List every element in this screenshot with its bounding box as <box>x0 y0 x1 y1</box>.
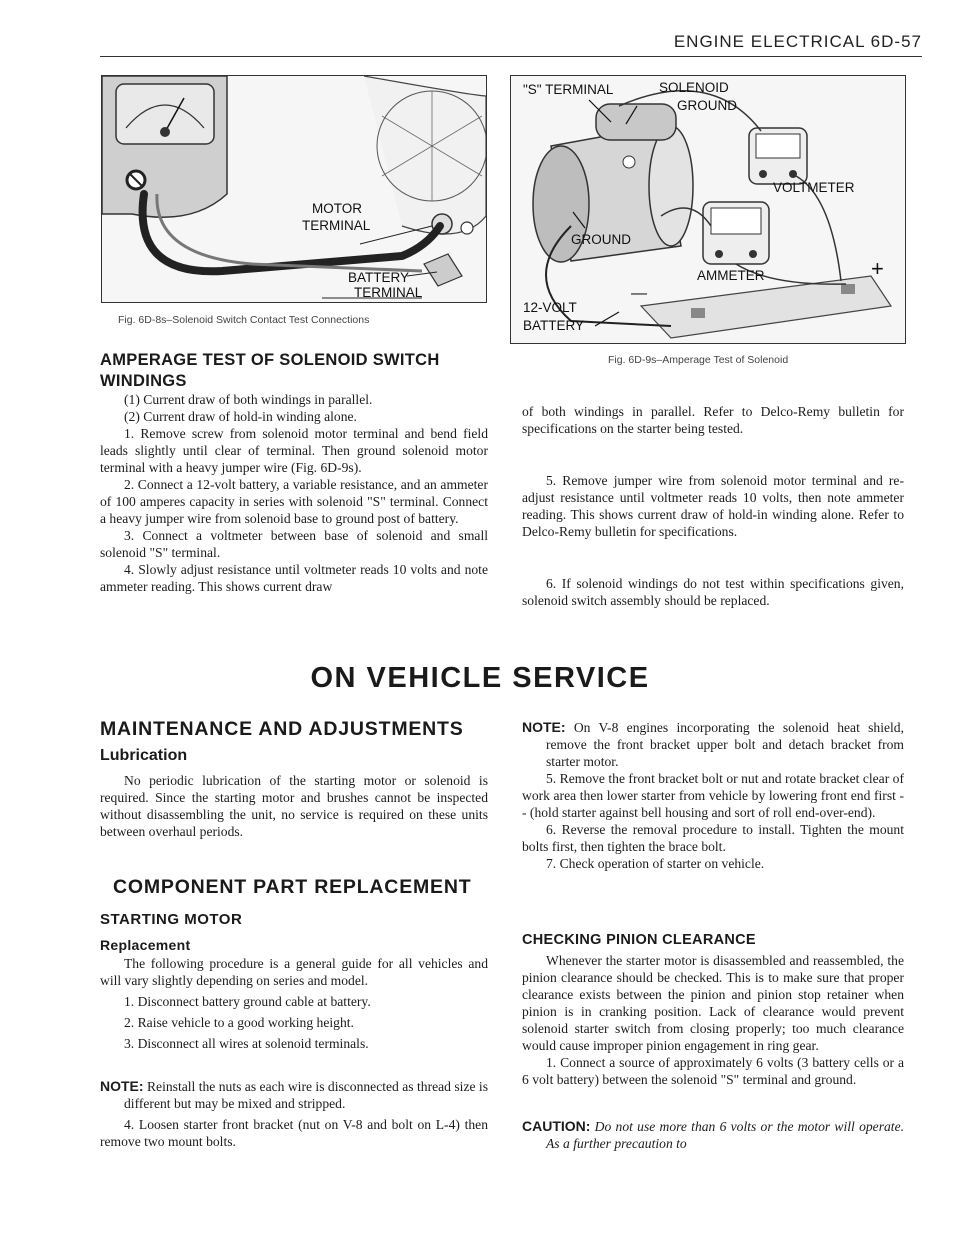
on-vehicle-service-banner: ON VEHICLE SERVICE <box>310 662 650 694</box>
figure-solenoid-contact-test <box>101 75 487 303</box>
right-top-column <box>522 403 904 609</box>
maintenance-heading: MAINTENANCE AND ADJUSTMENTS <box>100 718 464 740</box>
figure-1-caption: Fig. 6D-8s–Solenoid Switch Contact Test Connections <box>118 314 370 326</box>
note-paragraph <box>522 719 904 770</box>
paragraph: (1) Current draw of both windings in parallel. <box>124 392 373 407</box>
step-item: 6. Reverse the removal procedure to install. Tighten the mount bolts first, then tighten the brace bolt. <box>522 822 904 854</box>
figure-1-illustration <box>102 76 486 302</box>
replacement-intro: The following procedure is a general guide for all vehicles and will vary slightly depending on series and model. <box>100 956 488 988</box>
figure-2-caption: Fig. 6D-9s–Amperage Test of Solenoid <box>608 354 789 366</box>
paragraph: of both windings in parallel. Refer to Delco-Remy bulletin for specifications on the starter being tested. <box>522 404 904 436</box>
fig2-label-12-volt: 12-VOLT <box>523 300 577 315</box>
paragraph: (2) Current draw of hold-in winding alone. <box>124 409 357 424</box>
caution-label: CAUTION: <box>522 1118 591 1134</box>
paragraph: 3. Connect a voltmeter between base of solenoid and small solenoid "S" terminal. <box>100 528 488 560</box>
fig2-label-minus: — <box>631 285 647 302</box>
fig2-label-s-terminal: "S" TERMINAL <box>523 82 614 97</box>
note-text: Reinstall the nuts as each wire is disconnected as thread size is different but may be mixed and stripped. <box>124 1079 488 1111</box>
header-title: ENGINE ELECTRICAL 6D-57 <box>673 32 922 51</box>
fig1-label-battery-terminal: TERMINAL <box>354 285 423 300</box>
header-rule <box>100 56 922 57</box>
step-item: 3. Disconnect all wires at solenoid terminals. <box>124 1036 369 1051</box>
replacement-text-block <box>100 955 488 1150</box>
paragraph: 5. Remove jumper wire from solenoid motor terminal and re-adjust resistance until voltmeter reads 10 volts, then note ammeter reading. This shows current draw of hold-in winding alone. Refer to Delco-Remy bulletin for specifications. <box>522 473 904 539</box>
fig2-label-battery: BATTERY <box>523 318 585 333</box>
paragraph: 6. If solenoid windings do not test within specifications given, solenoid switch assembly should be replaced. <box>522 576 904 608</box>
amperage-test-heading: AMPERAGE TEST OF SOLENOID SWITCH WINDINGS <box>100 351 440 390</box>
note-label: NOTE: <box>100 1078 144 1094</box>
step-item: 4. Loosen starter front bracket (nut on V-8 and bolt on L-4) then remove two mount bolts. <box>100 1117 488 1149</box>
figure-2-illustration <box>511 76 905 343</box>
fig1-label-terminal: TERMINAL <box>302 218 371 233</box>
pinion-text-block <box>522 952 904 1152</box>
component-replacement-heading: COMPONENT PART REPLACEMENT <box>113 876 472 898</box>
battery-terminal-icon <box>424 254 462 286</box>
replacement-heading: Replacement <box>100 937 191 953</box>
fig2-label-voltmeter: VOLTMETER <box>773 180 855 195</box>
pinion-text: Whenever the starter motor is disassembled and reassembled, the pinion clearance should be checked. This is to make sure that proper clearance exists between the pinion and pinion stop retainer when pinion is in cranking position. Lack of clearance would prevent solenoid starter switch from closing properly; too much clearance would cause improper pinion engagement in ring gear. <box>522 953 904 1053</box>
lubrication-heading: Lubrication <box>100 747 188 764</box>
paragraph: 1. Remove screw from solenoid motor terminal and bend field leads slightly until clear of terminal. Then ground solenoid motor terminal with a heavy jumper wire (Fig. 6D-9s). <box>100 426 488 475</box>
solenoid-icon <box>596 104 676 140</box>
lubrication-text-block <box>100 772 488 840</box>
step-item: 5. Remove the front bracket bolt or nut and rotate bracket clear of work area then lower starter from vehicle by lowering front end first -- (hold starter against bell housing and sort of roll end-over-end). <box>522 771 904 820</box>
fig2-label-ammeter: AMMETER <box>697 268 765 283</box>
fig2-label-solenoid: SOLENOID <box>659 80 729 95</box>
note-text: On V-8 engines incorporating the solenoid heat shield, remove the front bracket upper bolt and detach bracket from starter motor. <box>546 720 904 769</box>
step-item: 1. Connect a source of approximately 6 volts (3 battery cells or a 6 volt battery) between the solenoid "S" terminal and ground. <box>522 1055 904 1087</box>
fig2-label-plus: + <box>871 256 884 281</box>
fig2-label-ground-top: GROUND <box>677 98 737 113</box>
note-label: NOTE: <box>522 719 566 735</box>
fig2-label-ground: GROUND <box>571 232 631 247</box>
note-paragraph <box>100 1078 488 1112</box>
step-item: 7. Check operation of starter on vehicle. <box>546 856 765 871</box>
left-top-column <box>100 391 488 595</box>
figure-amperage-test <box>510 75 906 344</box>
lubrication-text: No periodic lubrication of the starting motor or solenoid is required. Since the starting motor and brushes cannot be inspected without disassembling the unit, no service is required on these units between overhaul periods. <box>100 773 488 839</box>
right-bottom-column <box>522 719 904 872</box>
fig1-label-motor: MOTOR <box>312 201 362 216</box>
caution-paragraph <box>522 1118 904 1152</box>
paragraph: 2. Connect a 12-volt battery, a variable resistance, and an ammeter of 100 amperes capacity in series with solenoid "S" terminal. Connect a heavy jumper wire from solenoid base to ground post of battery. <box>100 477 488 526</box>
checking-pinion-heading: CHECKING PINION CLEARANCE <box>522 932 756 948</box>
step-item: 1. Disconnect battery ground cable at battery. <box>124 994 371 1009</box>
step-item: 2. Raise vehicle to a good working height. <box>124 1015 354 1030</box>
starting-motor-heading: STARTING MOTOR <box>100 911 243 928</box>
paragraph: 4. Slowly adjust resistance until voltmeter reads 10 volts and note ammeter reading. This shows current draw <box>100 562 488 594</box>
page-header <box>100 32 922 54</box>
fig1-label-battery: BATTERY <box>348 270 410 285</box>
caution-text: Do not use more than 6 volts or the motor will operate. As a further precaution to <box>546 1119 904 1151</box>
